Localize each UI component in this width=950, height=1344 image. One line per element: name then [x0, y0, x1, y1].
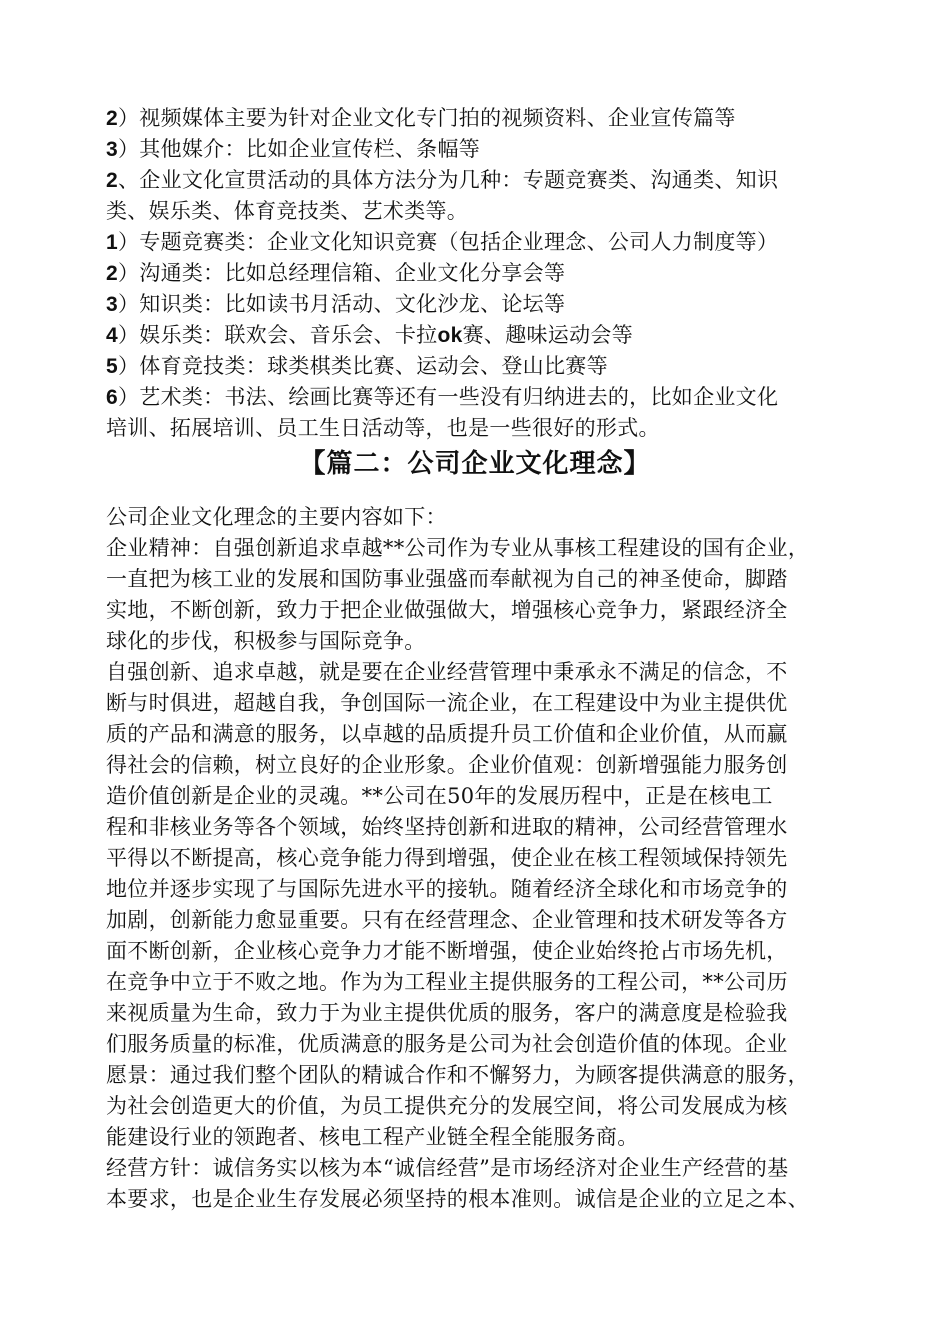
list-item [106, 289, 565, 320]
paragraph-line: 本要求，也是企业生存发展必须坚持的根本准则。诚信是企业的立足之本、 [106, 1187, 809, 1211]
paragraph-line: 在竞争中立于不败之地。作为为工程业主提供服务的工程公司，**公司历 [106, 970, 788, 994]
list-item [106, 320, 633, 351]
paragraph-line: 们服务质量的标准，优质满意的服务是公司为社会创造价值的体现。企业 [106, 1032, 788, 1056]
paragraph-line: 地位并逐步实现了与国际先进水平的接轨。随着经济全球化和市场竞争的 [106, 877, 788, 901]
list-item [106, 227, 778, 258]
item-text: 培训、拓展培训、员工生日活动等，也是一些很好的形式。 [106, 416, 660, 440]
item-number: 3 [106, 138, 118, 161]
list-item [106, 134, 480, 165]
item-text: ）体育竞技类：球类棋类比赛、运动会、登山比赛等 [117, 354, 608, 378]
paragraph-line: 为社会创造更大的价值，为员工提供充分的发展空间，将公司发展成为核 [106, 1094, 788, 1118]
list-item [106, 258, 565, 289]
item-number: 1 [106, 231, 118, 254]
list-item-continuation [106, 196, 468, 227]
item-number: 6 [106, 386, 118, 409]
paragraph-line: 加剧，创新能力愈显重要。只有在经营理念、企业管理和技术研发等各方 [106, 908, 788, 932]
paragraph-line: 球化的步伐，积极参与国际竞争。 [106, 629, 426, 653]
paragraph-line: 企业精神：自强创新追求卓越**公司作为专业从事核工程建设的国有企业， [106, 536, 810, 560]
item-text-bold: ok [437, 324, 463, 347]
item-number: 3 [106, 293, 118, 316]
paragraph-line: 经营方针：诚信务实以核为本“诚信经营”是市场经济对企业生产经营的基 [106, 1156, 789, 1180]
item-number: 2 [106, 262, 118, 285]
paragraph-line: 公司企业文化理念的主要内容如下： [106, 505, 447, 529]
item-text: 赛、趣味运动会等 [462, 323, 633, 347]
item-text: ）视频媒体主要为针对企业文化专门拍的视频资料、企业宣传篇等 [117, 106, 736, 130]
list-item-continuation [106, 413, 660, 444]
item-number: 4 [106, 324, 118, 347]
paragraph-line: 程和非核业务等各个领域，始终坚持创新和进取的精神，公司经营管理水 [106, 815, 788, 839]
item-text: 类、娱乐类、体育竞技类、艺术类等。 [106, 199, 469, 223]
paragraph-line: 平得以不断提高，核心竞争能力得到增强，使企业在核工程领域保持领先 [106, 846, 788, 870]
paragraph-line: 质的产品和满意的服务，以卓越的品质提升员工价值和企业价值，从而赢 [106, 722, 788, 746]
paragraph-line: 实地，不断创新，致力于把企业做强做大，增强核心竞争力，紧跟经济全 [106, 598, 788, 622]
paragraph-line: 一直把为核工业的发展和国防事业强盛而奉献视为自己的神圣使命，脚踏 [106, 567, 788, 591]
list-item [106, 165, 778, 196]
list-item [106, 103, 736, 134]
paragraph-line: 自强创新、追求卓越，就是要在企业经营管理中秉承永不满足的信念，不 [106, 660, 788, 684]
item-number: 5 [106, 355, 118, 378]
list-item [106, 382, 778, 413]
paragraph-line: 得社会的信赖，树立良好的企业形象。企业价值观：创新增强能力服务创 [106, 753, 788, 777]
paragraph-line: 来视质量为生命，致力于为业主提供优质的服务，客户的满意度是检验我 [106, 1001, 788, 1025]
item-text: ）其他媒介：比如企业宣传栏、条幅等 [117, 137, 481, 161]
item-text: ）知识类：比如读书月活动、文化沙龙、论坛等 [117, 292, 566, 316]
paragraph-line: 愿景：通过我们整个团队的精诚合作和不懈努力，为顾客提供满意的服务， [106, 1063, 809, 1087]
paragraph-line: 能建设行业的领跑者、核电工程产业链全程全能服务商。 [106, 1125, 639, 1149]
item-number: 2 [106, 169, 118, 192]
item-text: ）艺术类：书法、绘画比赛等还有一些没有归纳进去的，比如企业文化 [117, 385, 779, 409]
list-item [106, 351, 608, 382]
item-text: ）娱乐类：联欢会、音乐会、卡拉 [117, 323, 438, 347]
item-text: ）专题竞赛类：企业文化知识竞赛（包括企业理念、公司人力制度等） [117, 230, 779, 254]
paragraph-line: 造价值创新是企业的灵魂。**公司在50年的发展历程中，正是在核电工 [106, 784, 773, 808]
item-text: ）沟通类：比如总经理信箱、企业文化分享会等 [117, 261, 566, 285]
item-text: 、企业文化宣贯活动的具体方法分为几种：专题竞赛类、沟通类、知识 [117, 168, 779, 192]
item-number: 2 [106, 107, 118, 130]
paragraph-line: 面不断创新，企业核心竞争力才能不断增强，使企业始终抢占市场先机， [106, 939, 788, 963]
paragraph-line: 断与时俱进，超越自我，争创国际一流企业，在工程建设中为业主提供优 [106, 691, 788, 715]
section-heading: 【篇二：公司企业文化理念】 [299, 449, 651, 479]
